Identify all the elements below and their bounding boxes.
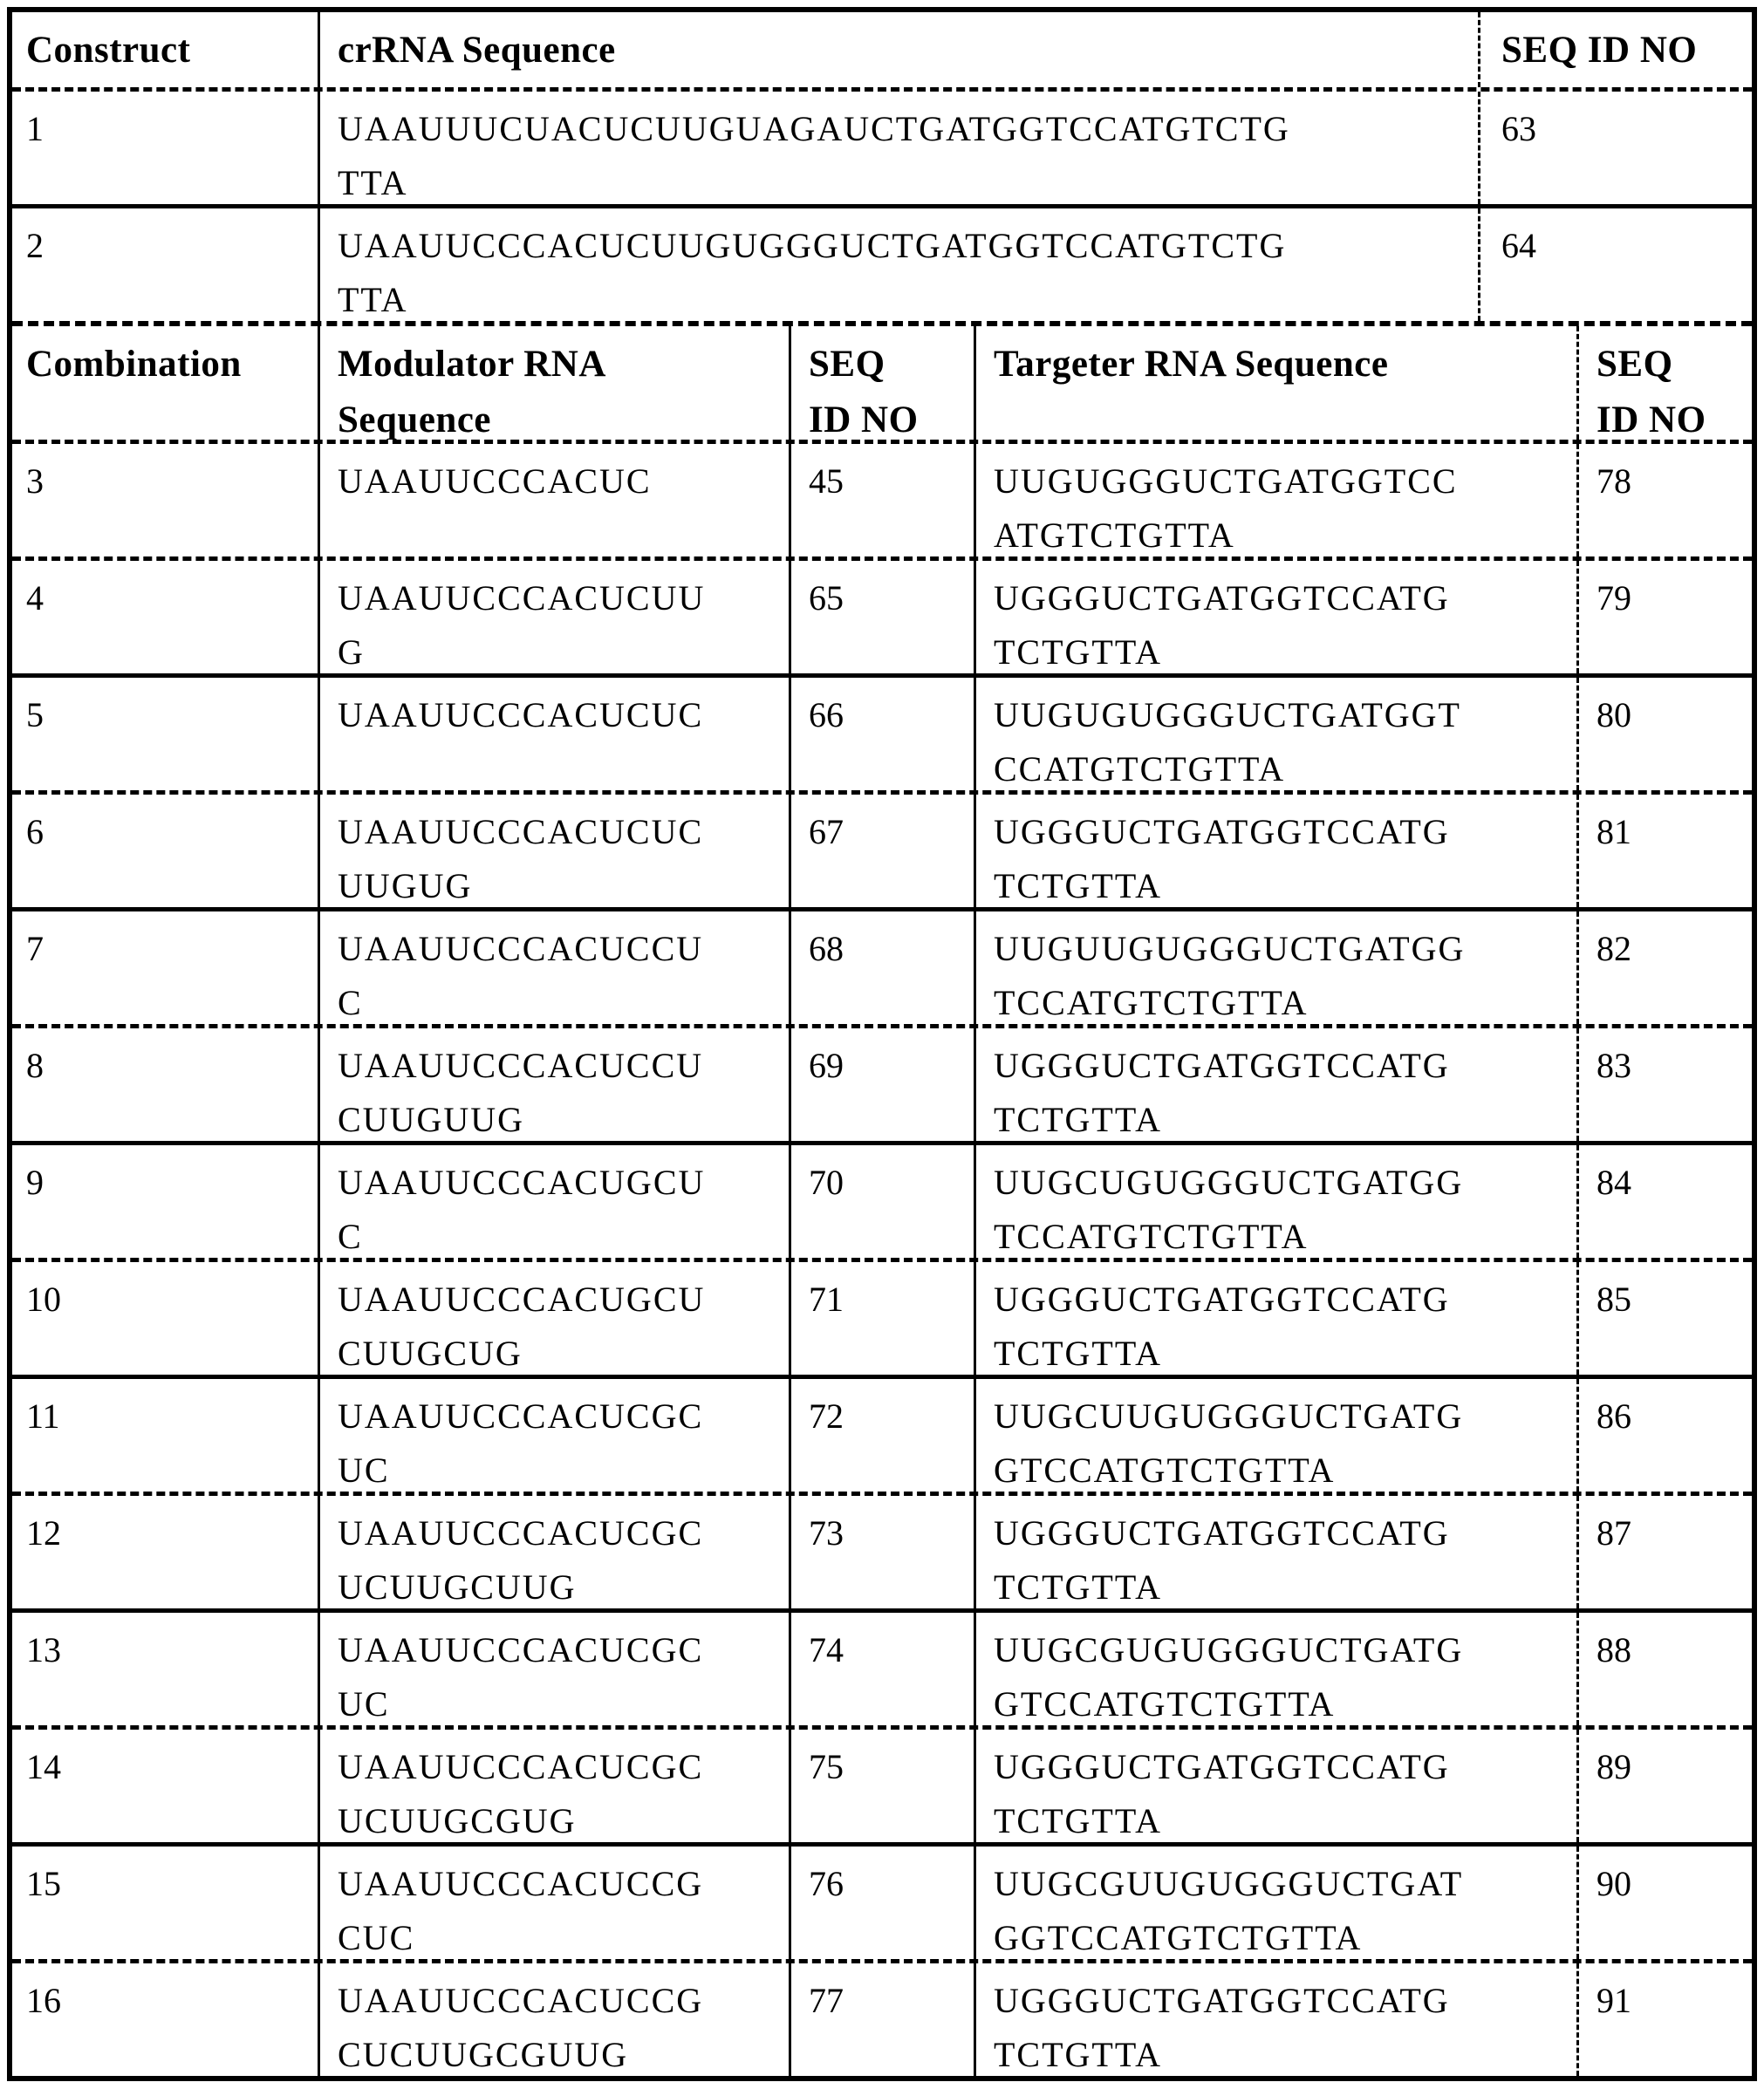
modulator-sequence-line: C (338, 1217, 363, 1256)
targeter-sequence-line: UUGCGUUGUGGGUCTGAT (994, 1864, 1464, 1903)
crrna-header-label: crRNA Sequence (338, 30, 616, 71)
seq-id-header-label: SEQ (1596, 344, 1673, 385)
seq-id-value: 76 (809, 1864, 844, 1903)
construct-number-cell (12, 92, 318, 204)
targeter-sequence-cell (974, 678, 1576, 790)
seq-id-value: 74 (809, 1630, 844, 1669)
modulator-sequence-line: UC (338, 1684, 390, 1724)
combination-number: 13 (26, 1630, 61, 1669)
modulator-sequence-line: C (338, 983, 363, 1022)
targeter-sequence-line: TCCATGTCTGTTA (994, 1217, 1309, 1256)
targeter-seq-id-cell (1576, 1847, 1752, 1959)
modulator-sequence-cell (318, 1379, 789, 1492)
modulator-sequence-line: UAAUUCCCACUC (338, 461, 652, 501)
modulator-seq-id-cell (789, 1730, 974, 1842)
targeter-sequence-line: UUGUGGGUCTGATGGTCC (994, 461, 1458, 501)
modulator-seq-id-cell (789, 1379, 974, 1492)
targeter-seq-id-cell (1576, 561, 1752, 673)
seq-id-value: 91 (1596, 1981, 1631, 2020)
crrna-sequence-cell (318, 92, 1478, 204)
combination-number: 14 (26, 1747, 61, 1786)
seq-id-value: 85 (1596, 1280, 1631, 1319)
combination-number: 4 (26, 578, 44, 618)
targeter-sequence-line: UGGGUCTGATGGTCCATG (994, 1280, 1450, 1319)
modulator-seq-id-cell (789, 1145, 974, 1258)
modulator-sequence-line: UAAUUCCCACUGCU (338, 1163, 706, 1202)
seq-id-header-label: ID NO (1596, 399, 1706, 440)
construct-table-header-row (12, 12, 1752, 87)
seq-id-value: 73 (809, 1513, 844, 1553)
targeter-sequence-cell (974, 1145, 1576, 1258)
modulator-sequence-line: UCUUGCUUG (338, 1567, 577, 1607)
combination-number: 12 (26, 1513, 61, 1553)
combination-number-cell (12, 561, 318, 673)
combination-number-cell (12, 1613, 318, 1725)
combination-number: 10 (26, 1280, 61, 1319)
modulator-sequence-line: UAAUUCCCACUCGC (338, 1630, 704, 1669)
modulator-sequence-line: UAAUUCCCACUCGC (338, 1747, 704, 1786)
construct-header-cell (12, 12, 318, 87)
modulator-seq-id-cell (789, 444, 974, 556)
seq-id-value: 86 (1596, 1396, 1631, 1436)
modulator-sequence-line: UAAUUCCCACUCCU (338, 929, 704, 968)
targeter-sequence-line: TCTGTTA (994, 2035, 1162, 2074)
targeter-sequence-line: UUGCUUGUGGGUCTGATG (994, 1396, 1464, 1436)
targeter-sequence-cell (974, 1496, 1576, 1608)
seq-id-cell (1478, 92, 1752, 204)
targeter-sequence-cell (974, 795, 1576, 907)
targeter-seq-id-cell (1576, 795, 1752, 907)
targeter-seq-id-header-cell (1576, 326, 1752, 440)
modulator-sequence-line: UUGUG (338, 866, 473, 905)
targeter-sequence-line: TCTGTTA (994, 632, 1162, 672)
targeter-sequence-line: UGGGUCTGATGGTCCATG (994, 1513, 1450, 1553)
targeter-seq-id-cell (1576, 1262, 1752, 1375)
targeter-sequence-line: ATGTCTGTTA (994, 515, 1235, 555)
targeter-seq-id-cell (1576, 1379, 1752, 1492)
targeter-sequence-cell (974, 1963, 1576, 2076)
targeter-sequence-cell (974, 1379, 1576, 1492)
combination-header-cell (12, 326, 318, 440)
seq-id-value: 64 (1501, 226, 1536, 265)
targeter-sequence-cell (974, 1847, 1576, 1959)
targeter-sequence-line: UUGCUGUGGGUCTGATGG (994, 1163, 1464, 1202)
combination-number: 15 (26, 1864, 61, 1903)
targeter-seq-id-cell (1576, 1963, 1752, 2076)
modulator-sequence-cell (318, 678, 789, 790)
modulator-sequence-line: CUC (338, 1918, 415, 1957)
targeter-sequence-line: UGGGUCTGATGGTCCATG (994, 1981, 1450, 2020)
targeter-sequence-line: GGTCCATGTCTGTTA (994, 1918, 1363, 1957)
targeter-sequence-line: CCATGTCTGTTA (994, 749, 1286, 788)
modulator-seq-id-cell (789, 1262, 974, 1375)
seq-id-value: 72 (809, 1396, 844, 1436)
seq-id-value: 83 (1596, 1046, 1631, 1085)
modulator-sequence-cell (318, 444, 789, 556)
seq-id-header-cell (1478, 12, 1752, 87)
modulator-sequence-line: UAAUUCCCACUCGC (338, 1513, 704, 1553)
modulator-sequence-line: UAAUUCCCACUCCG (338, 1864, 704, 1903)
combination-number: 11 (26, 1396, 60, 1436)
modulator-sequence-line: UAAUUCCCACUCCU (338, 1046, 704, 1085)
seq-id-value: 78 (1596, 461, 1631, 501)
combination-number-cell (12, 1963, 318, 2076)
modulator-seq-id-cell (789, 911, 974, 1024)
modulator-seq-id-cell (789, 678, 974, 790)
seq-id-header-label: ID NO (809, 399, 919, 440)
modulator-sequence-cell (318, 1145, 789, 1258)
modulator-sequence-line: CUUGUUG (338, 1100, 524, 1139)
seq-id-header-label: SEQ (809, 344, 885, 385)
modulator-sequence-line: CUCUUGCGUUG (338, 2035, 629, 2074)
targeter-seq-id-cell (1576, 1496, 1752, 1608)
combination-number-cell (12, 1847, 318, 1959)
modulator-sequence-line: UCUUGCGUG (338, 1801, 577, 1840)
targeter-sequence-line: UUGUGUGGGUCTGATGGT (994, 695, 1461, 734)
crrna-header-cell (318, 12, 1478, 87)
modulator-sequence-cell (318, 1262, 789, 1375)
combination-number-cell (12, 444, 318, 556)
modulator-sequence-line: UAAUUCCCACUCCG (338, 1981, 704, 2020)
construct-row-2 (12, 204, 1752, 321)
seq-id-value: 75 (809, 1747, 844, 1786)
targeter-sequence-line: GTCCATGTCTGTTA (994, 1451, 1336, 1490)
combination-number: 5 (26, 695, 44, 734)
modulator-header-label: Modulator RNA (338, 344, 606, 385)
combination-row-10 (12, 1258, 1752, 1375)
combination-number: 8 (26, 1046, 44, 1085)
modulator-sequence-line: UAAUUCCCACUGCU (338, 1280, 706, 1319)
combination-row-11 (12, 1375, 1752, 1492)
targeter-sequence-cell (974, 1730, 1576, 1842)
targeter-sequence-line: UGGGUCTGATGGTCCATG (994, 1747, 1450, 1786)
seq-id-value: 84 (1596, 1163, 1631, 1202)
seq-id-value: 71 (809, 1280, 844, 1319)
modulator-header-cell (318, 326, 789, 440)
seq-id-value: 90 (1596, 1864, 1631, 1903)
seq-id-value: 82 (1596, 929, 1631, 968)
sequence-table (7, 7, 1757, 2081)
combination-number-cell (12, 911, 318, 1024)
combination-row-12 (12, 1492, 1752, 1608)
modulator-seq-id-cell (789, 1847, 974, 1959)
targeter-seq-id-cell (1576, 1730, 1752, 1842)
targeter-seq-id-cell (1576, 911, 1752, 1024)
modulator-sequence-cell (318, 1847, 789, 1959)
combination-row-3 (12, 440, 1752, 556)
targeter-sequence-line: UGGGUCTGATGGTCCATG (994, 812, 1450, 851)
seq-id-value: 66 (809, 695, 844, 734)
combination-number-cell (12, 1379, 318, 1492)
combination-header-label: Combination (26, 344, 242, 385)
seq-id-value: 81 (1596, 812, 1631, 851)
targeter-sequence-line: UGGGUCTGATGGTCCATG (994, 1046, 1450, 1085)
targeter-sequence-line: TCTGTTA (994, 866, 1162, 905)
construct-number: 2 (26, 226, 44, 265)
crrna-sequence-line: TTA (338, 280, 408, 319)
modulator-sequence-line: UAAUUCCCACUCGC (338, 1396, 704, 1436)
crrna-sequence-line: UAAUUUCUACUCUUGUAGAUCTGATGGTCCATGTCTG (338, 109, 1290, 148)
modulator-seq-id-cell (789, 1028, 974, 1141)
targeter-sequence-line: TCTGTTA (994, 1567, 1162, 1607)
seq-id-value: 65 (809, 578, 844, 618)
construct-row-1 (12, 87, 1752, 204)
modulator-header-label: Sequence (338, 399, 491, 440)
modulator-sequence-cell (318, 1028, 789, 1141)
seq-id-value: 88 (1596, 1630, 1631, 1669)
targeter-sequence-line: TCTGTTA (994, 1100, 1162, 1139)
combination-row-8 (12, 1024, 1752, 1141)
combination-number-cell (12, 1496, 318, 1608)
modulator-seq-id-cell (789, 1963, 974, 2076)
crrna-sequence-line: TTA (338, 163, 408, 202)
targeter-sequence-line: UUGCGUGUGGGUCTGATG (994, 1630, 1464, 1669)
modulator-sequence-line: UAAUUCCCACUCUC (338, 812, 704, 851)
combination-row-15 (12, 1842, 1752, 1959)
combination-number-cell (12, 1145, 318, 1258)
targeter-seq-id-cell (1576, 444, 1752, 556)
modulator-seq-id-cell (789, 1496, 974, 1608)
targeter-sequence-line: TCCATGTCTGTTA (994, 983, 1309, 1022)
combination-row-4 (12, 556, 1752, 673)
modulator-seq-id-cell (789, 1613, 974, 1725)
targeter-sequence-cell (974, 1262, 1576, 1375)
seq-id-value: 70 (809, 1163, 844, 1202)
modulator-sequence-cell (318, 1730, 789, 1842)
seq-id-value: 68 (809, 929, 844, 968)
combination-number-cell (12, 1730, 318, 1842)
combination-number-cell (12, 1262, 318, 1375)
combination-number-cell (12, 1028, 318, 1141)
targeter-sequence-cell (974, 561, 1576, 673)
combination-number: 3 (26, 461, 44, 501)
seq-id-value: 69 (809, 1046, 844, 1085)
targeter-sequence-line: GTCCATGTCTGTTA (994, 1684, 1336, 1724)
modulator-sequence-cell (318, 1496, 789, 1608)
seq-id-value: 79 (1596, 578, 1631, 618)
combination-number-cell (12, 678, 318, 790)
combination-row-6 (12, 790, 1752, 907)
combination-number: 9 (26, 1163, 44, 1202)
combination-number: 16 (26, 1981, 61, 2020)
seq-id-value: 89 (1596, 1747, 1631, 1786)
seq-id-header-label: SEQ ID NO (1501, 30, 1698, 71)
seq-id-value: 77 (809, 1981, 844, 2020)
modulator-sequence-cell (318, 795, 789, 907)
combination-row-13 (12, 1608, 1752, 1725)
seq-id-value: 45 (809, 461, 844, 501)
modulator-sequence-line: UAAUUCCCACUCUC (338, 695, 704, 734)
targeter-sequence-line: UUGUUGUGGGUCTGATGG (994, 929, 1466, 968)
seq-id-value: 87 (1596, 1513, 1631, 1553)
modulator-sequence-cell (318, 1613, 789, 1725)
targeter-sequence-line: UGGGUCTGATGGTCCATG (994, 578, 1450, 618)
targeter-seq-id-cell (1576, 1145, 1752, 1258)
modulator-sequence-line: UAAUUCCCACUCUU (338, 578, 706, 618)
targeter-header-label: Targeter RNA Sequence (994, 344, 1389, 385)
targeter-sequence-cell (974, 1028, 1576, 1141)
modulator-sequence-cell (318, 911, 789, 1024)
targeter-sequence-line: TCTGTTA (994, 1801, 1162, 1840)
targeter-sequence-cell (974, 911, 1576, 1024)
combination-number: 6 (26, 812, 44, 851)
combination-number: 7 (26, 929, 44, 968)
construct-number: 1 (26, 109, 44, 148)
seq-id-value: 67 (809, 812, 844, 851)
modulator-sequence-line: UC (338, 1451, 390, 1490)
seq-id-value: 80 (1596, 695, 1631, 734)
construct-number-cell (12, 208, 318, 321)
combination-row-5 (12, 673, 1752, 790)
combination-table-header-row (12, 321, 1752, 440)
targeter-seq-id-cell (1576, 1028, 1752, 1141)
modulator-seq-id-header-cell (789, 326, 974, 440)
targeter-sequence-cell (974, 444, 1576, 556)
modulator-seq-id-cell (789, 561, 974, 673)
combination-row-14 (12, 1725, 1752, 1842)
crrna-sequence-line: UAAUUCCCACUCUUGUGGGUCTGATGGTCCATGTCTG (338, 226, 1287, 265)
seq-id-value: 63 (1501, 109, 1536, 148)
modulator-sequence-line: CUUGCUG (338, 1334, 523, 1373)
combination-row-9 (12, 1141, 1752, 1258)
seq-id-cell (1478, 208, 1752, 321)
crrna-sequence-cell (318, 208, 1478, 321)
targeter-sequence-cell (974, 1613, 1576, 1725)
targeter-header-cell (974, 326, 1576, 440)
combination-number-cell (12, 795, 318, 907)
construct-header-label: Construct (26, 30, 191, 71)
modulator-sequence-line: G (338, 632, 365, 672)
targeter-seq-id-cell (1576, 678, 1752, 790)
combination-row-7 (12, 907, 1752, 1024)
combination-row-16 (12, 1959, 1752, 2076)
targeter-seq-id-cell (1576, 1613, 1752, 1725)
modulator-sequence-cell (318, 1963, 789, 2076)
targeter-sequence-line: TCTGTTA (994, 1334, 1162, 1373)
modulator-seq-id-cell (789, 795, 974, 907)
modulator-sequence-cell (318, 561, 789, 673)
